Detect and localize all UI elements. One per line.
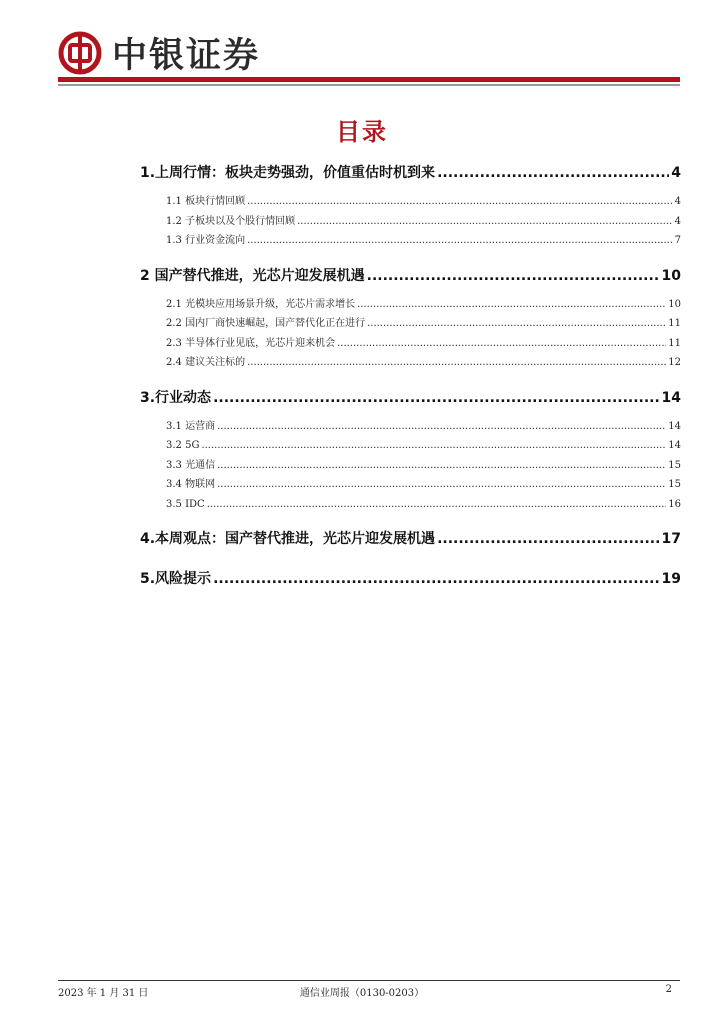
toc-leader-dots bbox=[201, 436, 666, 456]
toc-leader-dots bbox=[437, 524, 659, 554]
toc-leader-dots bbox=[217, 417, 666, 437]
toc-leader-dots bbox=[367, 261, 660, 291]
toc-subsection-label: 1.3 行业资金流向 bbox=[166, 235, 246, 246]
footer-date: 2023 年 1 月 31 日 bbox=[58, 988, 149, 999]
toc-section-page: 4 bbox=[671, 165, 681, 181]
toc-subsection-page: 16 bbox=[668, 498, 681, 510]
toc-subsection-label: 2.3 半导体行业见底，光芯片迎来机会 bbox=[166, 337, 336, 349]
toc-subsection-label: 3.3 光通信 bbox=[166, 459, 216, 471]
toc-subsection-page: 11 bbox=[668, 318, 681, 329]
page-title: 目录 bbox=[336, 118, 388, 146]
toc-subsection-page: 15 bbox=[668, 459, 681, 471]
toc-subsection-page: 10 bbox=[668, 298, 681, 310]
toc-subsection-page: 4 bbox=[674, 196, 681, 207]
toc-subsection-page: 7 bbox=[674, 235, 681, 246]
toc-section-label: 5.风险提示 bbox=[140, 571, 212, 587]
toc-subsection-entry[interactable] bbox=[166, 417, 681, 437]
toc-subsection-entry[interactable] bbox=[166, 334, 681, 354]
toc-section-page: 14 bbox=[661, 389, 681, 406]
footer-rule bbox=[58, 980, 680, 981]
toc-leader-dots bbox=[337, 334, 666, 354]
toc-leader-dots bbox=[247, 353, 666, 373]
toc-subsection-page: 14 bbox=[668, 440, 681, 451]
toc-leader-dots bbox=[217, 475, 666, 495]
toc-subsection-page: 14 bbox=[668, 420, 681, 432]
bank-of-china-logo-icon bbox=[58, 31, 102, 75]
toc-subsection-entry[interactable] bbox=[166, 212, 681, 232]
toc-subsection-entry[interactable] bbox=[166, 314, 681, 334]
toc-leader-dots bbox=[367, 314, 666, 334]
toc-subsection-page: 4 bbox=[674, 215, 681, 227]
header-rule-gray bbox=[58, 84, 680, 86]
toc-leader-dots bbox=[213, 564, 659, 594]
toc-subsection-label: 2.4 建议关注标的 bbox=[166, 357, 246, 368]
toc-subsection-entry[interactable] bbox=[166, 353, 681, 373]
toc-subsection-label: 2.1 光模块应用场景升级，光芯片需求增长 bbox=[166, 298, 356, 310]
toc-subsection-label: 3.2 5G bbox=[166, 440, 200, 451]
toc-subsection-entry[interactable] bbox=[166, 495, 681, 515]
toc-subsection-label: 2.2 国内厂商快速崛起，国产替代化正在进行 bbox=[166, 318, 366, 329]
toc-section-page: 10 bbox=[661, 267, 681, 284]
toc-leader-dots bbox=[247, 192, 673, 212]
toc-subsection-label: 1.2 子板块以及个股行情回顾 bbox=[166, 215, 296, 227]
table-of-contents bbox=[140, 158, 681, 594]
toc-section-page: 17 bbox=[661, 531, 681, 547]
footer-page-number: 2 bbox=[665, 984, 672, 995]
toc-subsection-label: 3.4 物联网 bbox=[166, 479, 216, 490]
toc-section-entry[interactable] bbox=[140, 564, 681, 594]
footer-report-title: 通信业周报（0130-0203） bbox=[299, 988, 425, 999]
toc-leader-dots bbox=[357, 295, 666, 315]
toc-subsection-page: 12 bbox=[668, 357, 681, 368]
toc-subsection-entry[interactable] bbox=[166, 192, 681, 212]
header-rule-red bbox=[58, 77, 680, 82]
toc-leader-dots bbox=[207, 495, 667, 515]
toc-subsection-label: 3.5 IDC bbox=[166, 498, 205, 510]
toc-section-page: 19 bbox=[661, 571, 681, 587]
toc-section-label: 1.上周行情：板块走势强劲，价值重估时机到来 bbox=[140, 165, 436, 181]
toc-subsection-label: 1.1 板块行情回顾 bbox=[166, 196, 246, 207]
toc-section-entry[interactable] bbox=[140, 524, 681, 554]
toc-section-entry[interactable] bbox=[140, 383, 681, 413]
toc-subsection-entry[interactable] bbox=[166, 456, 681, 476]
toc-subsection-page: 15 bbox=[668, 479, 681, 490]
toc-leader-dots bbox=[213, 383, 659, 413]
toc-subsection-label: 3.1 运营商 bbox=[166, 420, 216, 432]
toc-subsection-entry[interactable] bbox=[166, 231, 681, 251]
toc-section-entry[interactable] bbox=[140, 261, 681, 291]
toc-leader-dots bbox=[217, 456, 666, 476]
toc-subsection-entry[interactable] bbox=[166, 436, 681, 456]
brand-name: 中银证券 bbox=[112, 36, 261, 76]
toc-subsection-entry[interactable] bbox=[166, 475, 681, 495]
toc-section-entry[interactable] bbox=[140, 158, 681, 188]
toc-section-label: 4.本周观点：国产替代推进，光芯片迎发展机遇 bbox=[140, 531, 436, 547]
page-header bbox=[58, 28, 260, 78]
toc-leader-dots bbox=[437, 158, 669, 188]
toc-subsection-entry[interactable] bbox=[166, 295, 681, 315]
toc-leader-dots bbox=[297, 212, 673, 232]
toc-section-label: 3.行业动态 bbox=[140, 389, 212, 406]
toc-section-label: 2 国产替代推进，光芯片迎发展机遇 bbox=[140, 267, 365, 284]
toc-leader-dots bbox=[247, 231, 673, 251]
toc-subsection-page: 11 bbox=[668, 337, 681, 349]
